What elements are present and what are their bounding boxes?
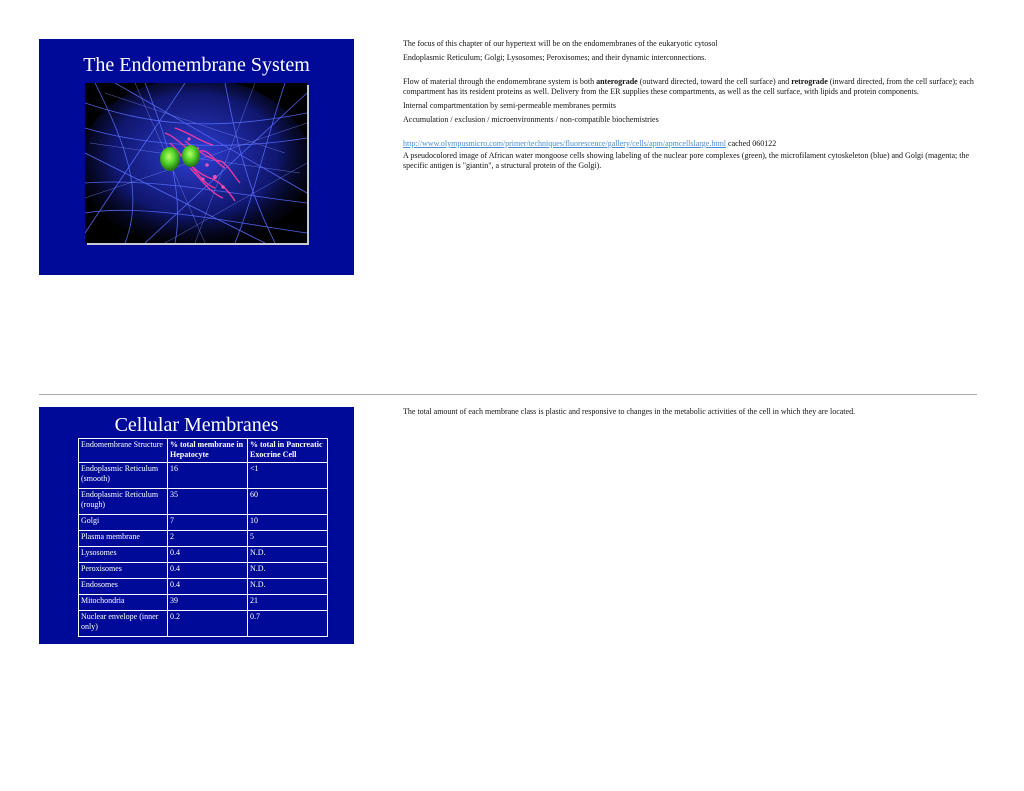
flow-text-c: (inward directed, from the cell surface); each compartment has its resident proteins as well. Delivery from the ER supplies these compartments, as well as the cell surface, with lipids and protein components.	[403, 77, 974, 96]
source-link[interactable]: http://www.olympusmicro.com/primer/techniques/fluorescence/gallery/cells/apm/apmcellslarge.html	[403, 139, 727, 148]
table-cell: Endoplasmic Reticulum (rough)	[79, 489, 168, 515]
page-divider	[39, 394, 977, 395]
table-cell: 10	[248, 515, 328, 531]
table-row	[79, 489, 328, 515]
table-row	[79, 579, 328, 595]
micrograph-svg	[85, 83, 307, 243]
notes-line: The focus of this chapter of our hypertext will be on the endomembranes of the eukaryotic cytosol	[403, 39, 718, 48]
table-cell: 0.2	[168, 611, 248, 637]
table-cell: Endosomes	[79, 579, 168, 595]
table-cell: Nuclear envelope (inner only)	[79, 611, 168, 637]
table-cell: 2	[168, 531, 248, 547]
source-line	[403, 139, 978, 149]
retrograde-term: retrograde	[791, 77, 828, 86]
table-cell: 0.4	[168, 579, 248, 595]
cached-label: cached 060122	[726, 139, 777, 148]
table-row	[79, 531, 328, 547]
notes-line: The total amount of each membrane class is plastic and responsive to changes in the metabolic activities of the cell in which they are located.	[403, 407, 856, 416]
table-cell: 60	[248, 489, 328, 515]
table-cell: N.D.	[248, 547, 328, 563]
table-cell: 0.7	[248, 611, 328, 637]
notes-cellular-membranes	[403, 407, 978, 417]
table-body	[79, 463, 328, 637]
table-header-cell: % total membrane in Hepatocyte	[168, 439, 248, 463]
table-cell: Mitochondria	[79, 595, 168, 611]
micrograph-image	[85, 83, 307, 243]
table-cell: 0.4	[168, 563, 248, 579]
flow-paragraph	[403, 77, 978, 97]
table-row	[79, 463, 328, 489]
flow-text-b: (outward directed, toward the cell surface) and	[637, 77, 792, 86]
table-cell: N.D.	[248, 563, 328, 579]
table-row	[79, 515, 328, 531]
image-caption: A pseudocolored image of African water mongoose cells showing labeling of the nuclear pore complexes (green), the microfilament cytoskeleton (blue) and Golgi (magenta; the specific antigen is "giantin", a structural protein of the Golgi).	[403, 151, 970, 170]
table-row	[79, 595, 328, 611]
table-cell: Endoplasmic Reticulum (smooth)	[79, 463, 168, 489]
table-header-cell: % total in Pancreatic Exocrine Cell	[248, 439, 328, 463]
table-cell: <1	[248, 463, 328, 489]
table-cell: 35	[168, 489, 248, 515]
table-cell: Golgi	[79, 515, 168, 531]
slide-cellular-membranes	[39, 407, 354, 644]
table-cell: 39	[168, 595, 248, 611]
notes-endomembrane	[403, 39, 978, 171]
slide-title: Cellular Membranes	[114, 414, 279, 436]
table-row	[79, 547, 328, 563]
notes-line: Internal compartmentation by semi-permeable membranes permits	[403, 101, 617, 110]
table-cell: N.D.	[248, 579, 328, 595]
table-header-cell: Endomembrane Structure	[79, 439, 168, 463]
table-cell: Plasma membrane	[79, 531, 168, 547]
table-cell: Lysosomes	[79, 547, 168, 563]
table-cell: 7	[168, 515, 248, 531]
notes-line: Endoplasmic Reticulum; Golgi; Lysosomes; Peroxisomes; and their dynamic interconnections.	[403, 53, 707, 62]
table-cell: 16	[168, 463, 248, 489]
membrane-table	[78, 438, 328, 637]
table-header-row	[79, 439, 328, 463]
table-cell: 21	[248, 595, 328, 611]
slide-title: The Endomembrane System	[83, 54, 310, 76]
flow-text-a: Flow of material through the endomembrane system is both	[403, 77, 597, 86]
slide-endomembrane-system	[39, 39, 354, 275]
table-cell: 5	[248, 531, 328, 547]
table-cell: Peroxisomes	[79, 563, 168, 579]
table-row	[79, 563, 328, 579]
table-cell: 0.4	[168, 547, 248, 563]
notes-line: Accumulation / exclusion / microenvironments / non-compatible biochemistries	[403, 115, 659, 124]
table-row	[79, 611, 328, 637]
anterograde-term: anterograde	[596, 77, 638, 86]
